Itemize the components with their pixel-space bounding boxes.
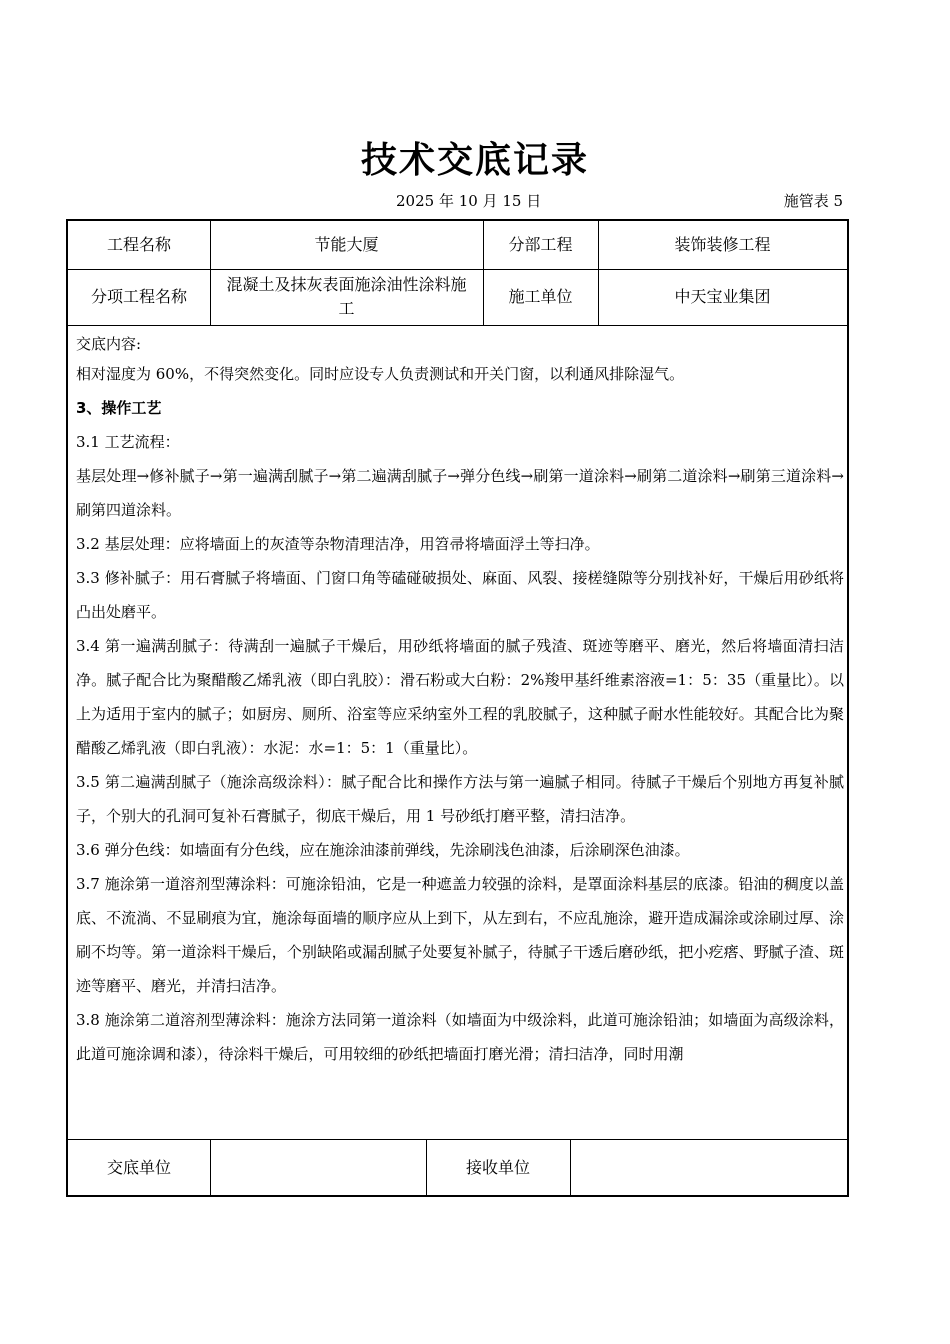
content-paragraph: 基层处理→修补腻子→第一遍满刮腻子→第二遍满刮腻子→弹分色线→刷第一道涂料→刷第二道涂料→刷第三道涂料→刷第四道涂料。 xyxy=(76,467,844,519)
receiver-unit-value xyxy=(570,1139,847,1197)
handover-content xyxy=(76,331,844,1071)
content-paragraph: 3.3 修补腻子：用石膏腻子将墙面、门窗口角等磕碰破损处、麻面、风裂、接槎缝隙等分别找补好，干燥后用砂纸将凸出处磨平。 xyxy=(76,569,844,621)
record-table xyxy=(66,219,849,1197)
project-name-value: 节能大厦 xyxy=(314,235,379,254)
division-label: 分部工程 xyxy=(508,235,573,254)
project-name-label: 工程名称 xyxy=(106,235,171,254)
content-paragraph: 3.5 第二遍满刮腻子（施涂高级涂料）：腻子配合比和操作方法与第一遍腻子相同。待腻子干燥后个别地方再复补腻子，个别大的孔洞可复补石膏腻子，彻底干燥后，用 1 号砂纸打磨平整，清扫洁净。 xyxy=(76,773,844,825)
section-heading: 3、操作工艺 xyxy=(76,399,162,417)
subitem-value: 混凝土及抹灰表面施涂油性涂料施工 xyxy=(226,275,467,318)
content-label: 交底内容: xyxy=(76,335,142,353)
division-value: 装饰装修工程 xyxy=(674,235,771,254)
receiver-unit-label: 接收单位 xyxy=(465,1158,530,1177)
row-divider xyxy=(68,325,847,326)
content-paragraph: 3.6 弹分色线：如墙面有分色线，应在施涂油漆前弹线，先涂刷浅色油漆，后涂刷深色油漆。 xyxy=(76,841,690,859)
handover-unit-label: 交底单位 xyxy=(106,1158,171,1177)
content-paragraph: 3.7 施涂第一道溶剂型薄涂料：可施涂铅油，它是一种遮盖力较强的涂料，是罩面涂料基层的底漆。铅油的稠度以盖底、不流淌、不显刷痕为宜，施涂每面墙的顺序应从上到下，从左到右，不应乱施涂，避开造成漏涂或涂刷过厚、涂刷不均等。第一道涂料干燥后，个别缺陷或漏刮腻子处要复补腻子，待腻子干透后磨砂纸，把小疙瘩、野腻子渣、斑迹等磨平、磨光，并清扫洁净。 xyxy=(76,875,844,995)
content-paragraph: 3.4 第一遍满刮腻子：待满刮一遍腻子干燥后，用砂纸将墙面的腻子残渣、斑迹等磨平、磨光，然后将墙面清扫洁净。腻子配合比为聚醋酸乙烯乳液（即白乳胶）：滑石粉或大白粉：2%羧甲基纤维素溶液=1：5：35（重量比）。以上为适用于室内的腻子；如厨房、厕所、浴室等应采纳室外工程的乳胶腻子，这种腻子耐水性能较好。其配合比为聚醋酸乙烯乳液（即白乳液）：水泥：水=1：5：1（重量比）。 xyxy=(76,637,844,757)
content-paragraph: 3.2 基层处理：应将墙面上的灰渣等杂物清理洁净，用笤帚将墙面浮土等扫净。 xyxy=(76,535,600,553)
form-number: 施管表 5 xyxy=(783,192,843,210)
contractor-value: 中天宝业集团 xyxy=(674,287,771,306)
subitem-label: 分项工程名称 xyxy=(90,287,187,306)
content-paragraph: 3.8 施涂第二道溶剂型薄涂料：施涂方法同第一道涂料（如墙面为中级涂料，此道可施涂铅油；如墙面为高级涂料，此道可施涂调和漆），待涂料干燥后，可用较细的砂纸把墙面打磨光滑；清扫洁净，同时用潮 xyxy=(76,1011,844,1063)
page-title: 技术交底记录 xyxy=(360,140,589,181)
content-paragraph: 3.1 工艺流程： xyxy=(76,433,180,451)
contractor-label: 施工单位 xyxy=(508,287,573,306)
handover-unit-value xyxy=(210,1139,426,1197)
record-date: 2025 年 10 月 15 日 xyxy=(396,192,542,210)
content-paragraph: 相对湿度为 60%，不得突然变化。同时应设专人负责测试和开关门窗，以利通风排除湿气。 xyxy=(76,365,685,383)
